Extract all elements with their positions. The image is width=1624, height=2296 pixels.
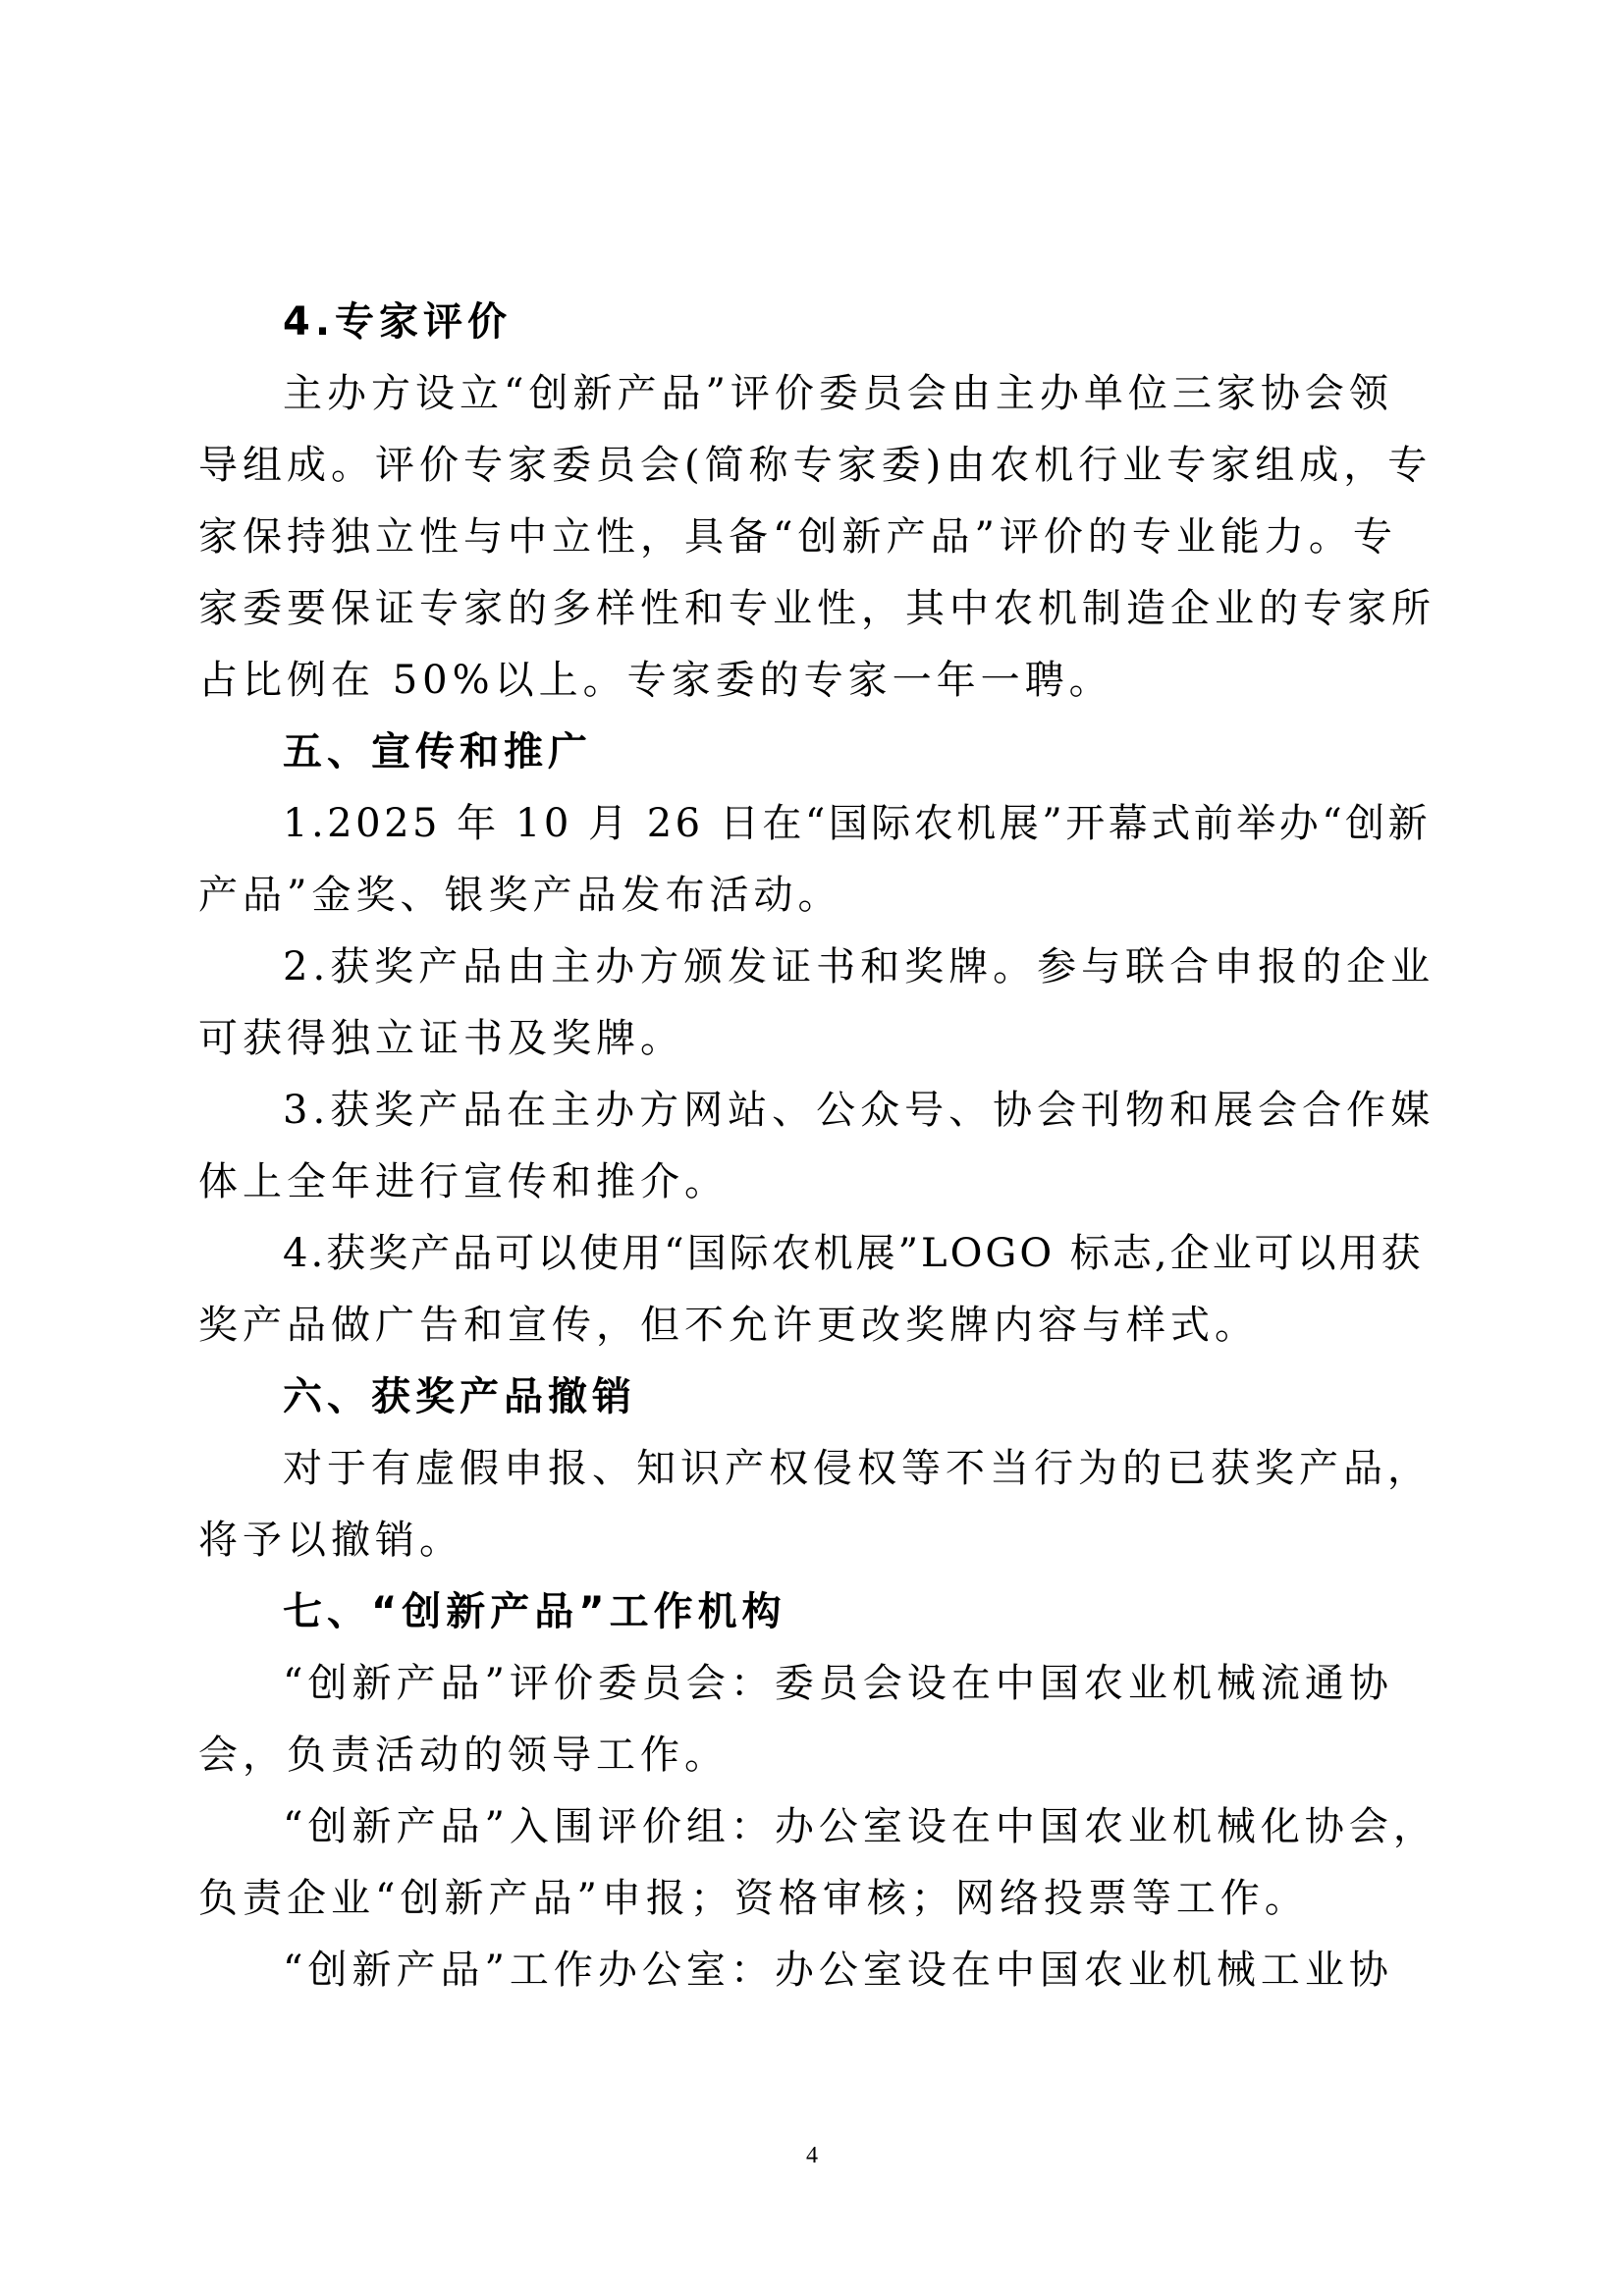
- paragraph-line: 将予以撤销。: [198, 1518, 463, 1563]
- heading-promotion: 五、宣传和推广: [283, 729, 592, 774]
- paragraph-line: 3.获奖产品在主办方网站、公众号、协会刊物和展会合作媒: [283, 1088, 1435, 1133]
- paragraph-line: 产品”金奖、银奖产品发布活动。: [198, 873, 842, 918]
- heading-expert-evaluation: 4.专家评价: [283, 299, 513, 345]
- paragraph-line: 可获得独立证书及奖牌。: [198, 1016, 684, 1061]
- paragraph-line: 家委要保证专家的多样性和专业性，其中农机制造企业的专家所: [198, 586, 1435, 631]
- paragraph-line: 主办方设立“创新产品”评价委员会由主办单位三家协会领: [283, 371, 1393, 416]
- paragraph-line: “创新产品”评价委员会：委员会设在中国农业机械流通协: [283, 1661, 1393, 1706]
- paragraph-line: 会，负责活动的领导工作。: [198, 1733, 729, 1778]
- page-number: 4: [806, 2143, 818, 2168]
- paragraph-line: 奖产品做广告和宣传，但不允许更改奖牌内容与样式。: [198, 1303, 1259, 1348]
- paragraph-line: 导组成。评价专家委员会(简称专家委)由农机行业专家组成，专: [198, 443, 1433, 488]
- paragraph-line: 体上全年进行宣传和推介。: [198, 1159, 729, 1204]
- paragraph-line: 家保持独立性与中立性，具备“创新产品”评价的专业能力。专: [198, 514, 1397, 560]
- paragraph-line: 占比例在 50%以上。专家委的专家一年一聘。: [198, 658, 1113, 703]
- document-body: [198, 287, 1437, 2006]
- heading-revocation: 六、获奖产品撤销: [283, 1374, 636, 1419]
- paragraph-line: 2.获奖产品由主办方颁发证书和奖牌。参与联合申报的企业: [283, 944, 1435, 989]
- paragraph-line: “创新产品”入围评价组：办公室设在中国农业机械化协会，: [283, 1804, 1437, 1849]
- paragraph-line: 对于有虚假申报、知识产权侵权等不当行为的已获奖产品，: [283, 1446, 1432, 1491]
- paragraph-line: 4.获奖产品可以使用“国际农机展”LOGO 标志,企业可以用获: [283, 1231, 1424, 1276]
- paragraph-line: “创新产品”工作办公室：办公室设在中国农业机械工业协: [283, 1948, 1393, 1993]
- paragraph-line: 1.2025 年 10 月 26 日在“国际农机展”开幕式前举办“创新: [283, 801, 1432, 846]
- heading-working-bodies: 七、“创新产品”工作机构: [283, 1589, 786, 1634]
- paragraph-line: 负责企业“创新产品”申报；资格审核；网络投票等工作。: [198, 1876, 1309, 1921]
